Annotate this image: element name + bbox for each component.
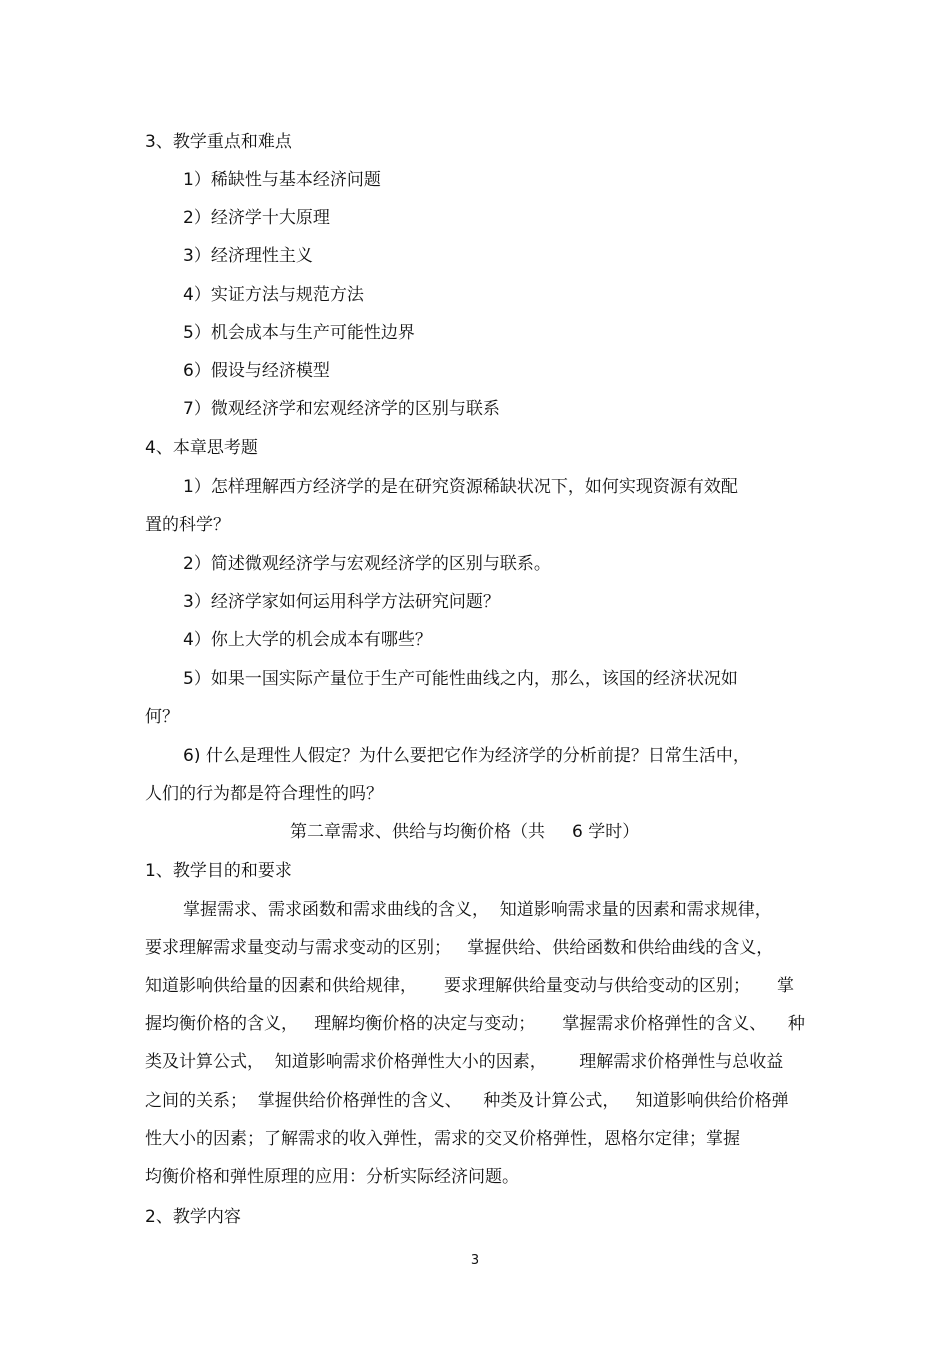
question-4: 4）你上大学的机会成本有哪些？ bbox=[183, 630, 432, 650]
page-number: 3 bbox=[470, 1253, 480, 1268]
content-heading: 2、教学内容 bbox=[145, 1207, 241, 1227]
list-item: 2）经济学十大原理 bbox=[183, 208, 330, 228]
list-item: 3）经济理性主义 bbox=[183, 246, 313, 266]
question-1: 1）怎样理解西方经济学的是在研究资源稀缺状况下，如何实现资源有效配 bbox=[183, 477, 738, 497]
sec3-heading: 3、教学重点和难点 bbox=[145, 132, 292, 152]
goal-line: 握均衡价格的含义， 理解均衡价格的决定与变动； 掌握需求价格弹性的含义、 种 bbox=[145, 1014, 805, 1034]
goal-line: 性大小的因素；了解需求的收入弹性，需求的交叉价格弹性，恩格尔定律；掌握 bbox=[145, 1129, 740, 1149]
list-item: 4）实证方法与规范方法 bbox=[183, 285, 364, 305]
list-item: 5）机会成本与生产可能性边界 bbox=[183, 323, 415, 343]
sec4-heading: 4、本章思考题 bbox=[145, 438, 258, 458]
question-6-cont: 人们的行为都是符合理性的吗？ bbox=[145, 784, 383, 804]
list-item: 1）稀缺性与基本经济问题 bbox=[183, 170, 381, 190]
question-2: 2）简述微观经济学与宏观经济学的区别与联系。 bbox=[183, 554, 551, 574]
question-3: 3）经济学家如何运用科学方法研究问题？ bbox=[183, 592, 500, 612]
list-item: 6）假设与经济模型 bbox=[183, 361, 330, 381]
question-5-cont: 何？ bbox=[145, 707, 179, 727]
list-item: 7）微观经济学和宏观经济学的区别与联系 bbox=[183, 399, 500, 419]
goal-line: 要求理解需求量变动与需求变动的区别； 掌握供给、供给函数和供给曲线的含义， bbox=[145, 938, 774, 958]
goal-line: 类及计算公式， 知道影响需求价格弹性大小的因素， 理解需求价格弹性与总收益 bbox=[145, 1052, 784, 1072]
goal-line: 之间的关系； 掌握供给价格弹性的含义、 种类及计算公式， 知道影响供给价格弹 bbox=[145, 1091, 789, 1111]
chapter-title: 第二章需求、供给与均衡价格（共 6 学时） bbox=[290, 822, 640, 842]
goal-line: 掌握需求、需求函数和需求曲线的含义， 知道影响需求量的因素和需求规律， bbox=[183, 900, 772, 920]
question-5: 5）如果一国实际产量位于生产可能性曲线之内，那么，该国的经济状况如 bbox=[183, 669, 738, 689]
question-1-cont: 置的科学？ bbox=[145, 515, 230, 535]
goal-heading: 1、教学目的和要求 bbox=[145, 861, 292, 881]
goal-line: 均衡价格和弹性原理的应用：分析实际经济问题。 bbox=[145, 1167, 519, 1187]
question-6: 6) 什么是理性人假定？为什么要把它作为经济学的分析前提？日常生活中， bbox=[183, 746, 750, 766]
goal-line: 知道影响供给量的因素和供给规律， 要求理解供给量变动与供给变动的区别； 掌 bbox=[145, 976, 795, 996]
